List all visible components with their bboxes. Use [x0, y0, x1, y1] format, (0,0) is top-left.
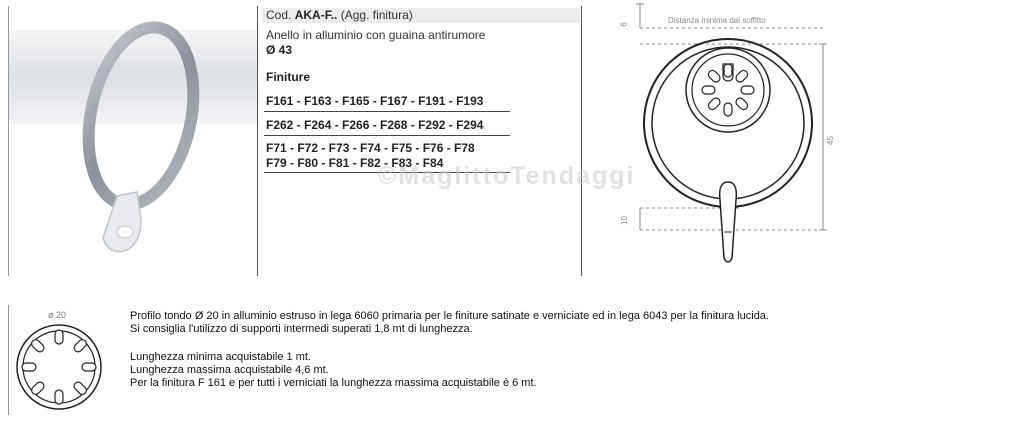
product-diameter: Ø 43 [266, 43, 293, 57]
profile-diameter-label: ø 20 [48, 310, 67, 320]
dim-bottom-label: 10 [619, 216, 629, 225]
profile-text-3: Lunghezza minima acquistabile 1 mt. [130, 351, 311, 363]
code-prefix: Cod. [266, 8, 292, 22]
code-value: AKA-F.. [294, 8, 338, 22]
code-suffix: (Agg. finitura) [340, 8, 413, 22]
finish-line-3: F71 - F72 - F73 - F74 - F75 - F76 - F78 [266, 141, 475, 155]
finish-rule-1 [264, 111, 510, 112]
dim-height-label: 45 [825, 136, 835, 145]
ceiling-distance-label: Distanza minima dal soffitto [668, 16, 766, 25]
dim-top-label: 6 [619, 22, 629, 27]
finish-line-1: F161 - F163 - F165 - F167 - F191 - F193 [266, 94, 484, 108]
product-photo [9, 6, 257, 276]
finish-line-4: F79 - F80 - F81 - F82 - F83 - F84 [266, 156, 444, 170]
divider-line-1 [257, 6, 258, 276]
profile-text-5: Per la finitura F 161 e per tutti i verniciati la lunghezza massima acquistabile è 6 mt. [130, 377, 537, 389]
watermark: ©MaglittoTendaggi [378, 162, 636, 190]
ring-technical-drawing [600, 0, 840, 280]
finishes-title: Finiture [266, 70, 310, 84]
profile-text-4: Lunghezza massima acquistabile 4,6 mt. [130, 364, 329, 376]
product-description: Anello in alluminio con guaina antirumore [266, 28, 486, 42]
product-code [266, 8, 413, 22]
finish-rule-2 [264, 135, 510, 136]
profile-text-1: Profilo tondo Ø 20 in alluminio estruso in lega 6060 primaria per le finiture satinate e verniciate ed in lega 6043 per la finitura lucida. [130, 310, 769, 322]
divider-line-2 [581, 6, 582, 276]
bottom-left-frame-line [8, 305, 9, 415]
finish-line-2: F262 - F264 - F266 - F268 - F292 - F294 [266, 118, 484, 132]
rod-image [9, 30, 257, 124]
rod-profile-drawing [14, 322, 104, 412]
profile-text-2: Si consiglia l'utilizzo di supporti intermedi superati 1,8 mt di lunghezza. [130, 323, 473, 335]
